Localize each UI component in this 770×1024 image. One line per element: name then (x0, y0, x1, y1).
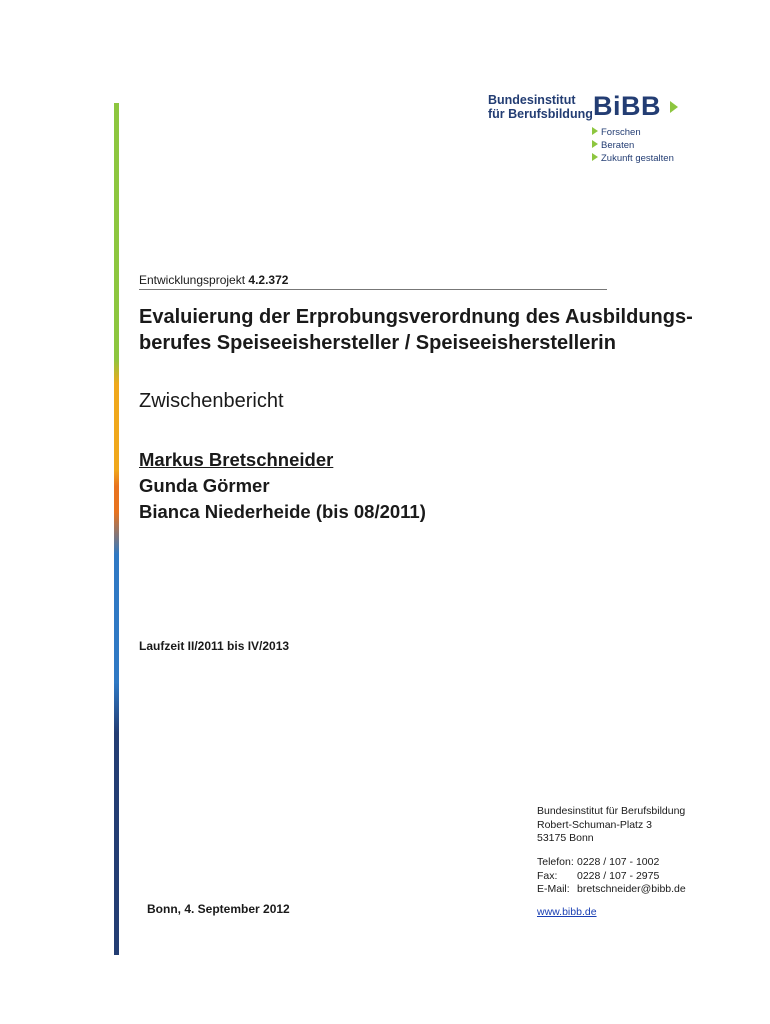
tagline-text: Beraten (601, 140, 635, 151)
title-line-2: berufes Speiseeishersteller / Speiseeisherstellerin (139, 332, 616, 354)
project-number: 4.2.372 (248, 273, 289, 287)
document-subtitle: Zwischenbericht (139, 390, 284, 412)
contact-block (537, 856, 686, 897)
contact-row-email (537, 883, 686, 897)
logo-arrow-icon (670, 101, 678, 113)
email-value: bretschneider@bibb.de (577, 883, 686, 895)
contact-row-phone (537, 856, 686, 870)
logo-text (488, 93, 598, 121)
project-line (139, 273, 607, 290)
triangle-bullet-icon (592, 127, 598, 135)
email-label: E-Mail: (537, 883, 570, 895)
triangle-bullet-icon (592, 140, 598, 148)
tagline-text: Zukunft gestalten (601, 153, 674, 164)
address-line: Robert-Schuman-Platz 3 (537, 818, 652, 831)
address-line: Bundesinstitut für Berufsbildung (537, 805, 686, 817)
address-line: 53175 Bonn (537, 832, 594, 844)
logo-line-1: Bundesinstitut (488, 93, 576, 107)
contact-row-fax (537, 870, 686, 884)
project-runtime: Laufzeit II/2011 bis IV/2013 (139, 639, 290, 653)
fax-label: Fax: (537, 869, 558, 882)
title-line-1: Evaluierung der Erprobungsverordnung des Ausbildungs- (139, 306, 693, 328)
institute-address (537, 805, 685, 846)
document-title (139, 304, 699, 356)
triangle-bullet-icon (592, 153, 598, 161)
bibb-logo (488, 90, 688, 170)
project-label: Entwicklungsprojekt (139, 273, 246, 287)
document-date: Bonn, 4. September 2012 (147, 902, 290, 916)
tagline-text: Forschen (601, 127, 641, 138)
fax-value: 0228 / 107 - 2975 (577, 869, 660, 882)
website-link[interactable]: www.bibb.de (537, 906, 597, 918)
logo-mark: BiBB (593, 91, 661, 121)
tagline-item (592, 152, 674, 165)
author-item: Bianca Niederheide (bis 08/2011) (139, 501, 426, 522)
author-item: Gunda Görmer (139, 475, 270, 496)
tagline-item (592, 139, 674, 152)
author-lead: Markus Bretschneider (139, 449, 334, 470)
logo-taglines (592, 126, 674, 165)
phone-label: Telefon: (537, 856, 574, 868)
phone-value: 0228 / 107 - 1002 (577, 856, 660, 868)
color-side-bar (114, 103, 119, 955)
tagline-item (592, 126, 674, 139)
logo-line-2: für Berufsbildung (488, 107, 593, 121)
author-list (139, 447, 426, 525)
